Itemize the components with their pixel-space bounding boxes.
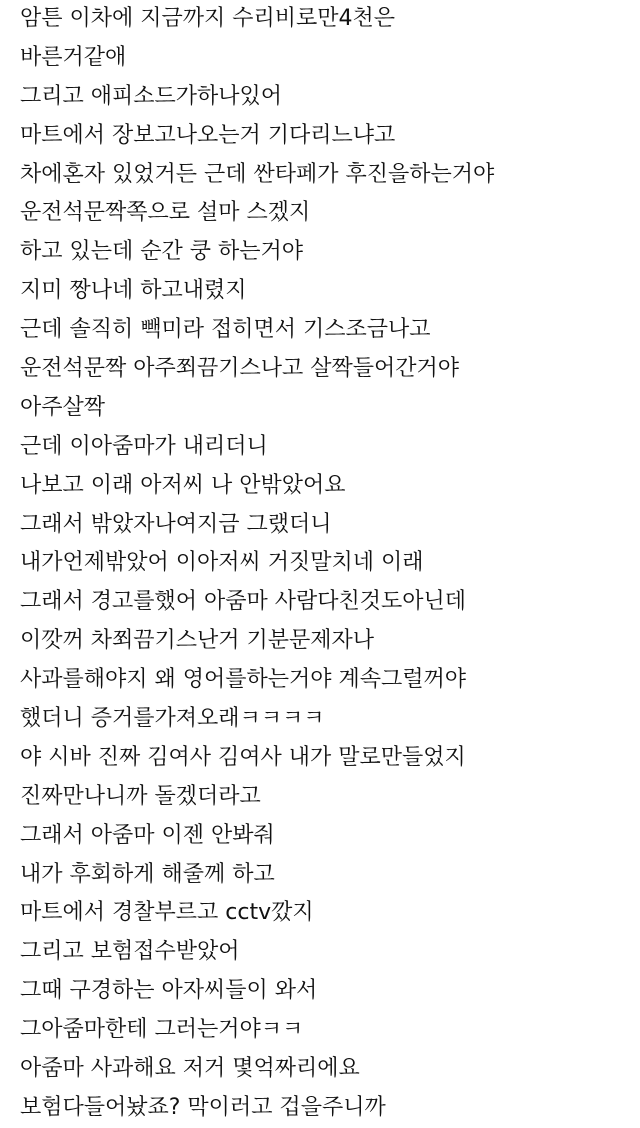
text-line: 그리고 보험접수받았어 xyxy=(20,939,240,965)
text-line: 그때 구경하는 아자씨들이 와서 xyxy=(20,978,318,1004)
text-line: 아주살짝 xyxy=(20,394,106,420)
text-line: 그래서 경고를했어 아줌마 사람다친것도아닌데 xyxy=(20,589,467,615)
text-line: 그래서 아줌마 이젠 안봐줘 xyxy=(20,822,275,848)
text-line: 내가언제밖았어 이아저씨 거짓말치네 이래 xyxy=(20,550,424,576)
text-line: 바른거같애 xyxy=(20,44,127,70)
text-line: 그아줌마한테 그러는거야ㅋㅋ xyxy=(20,1017,304,1043)
text-line: 야 시바 진짜 김여사 김여사 내가 말로만들었지 xyxy=(20,744,466,770)
text-line: 마트에서 경찰부르고 cctv깠지 xyxy=(20,900,314,926)
text-line: 근데 솔직히 빽미라 접히면서 기스조금나고 xyxy=(20,317,431,343)
text-line: 이깟꺼 차쬐끔기스난거 기분문제자나 xyxy=(20,628,375,654)
text-lines xyxy=(20,0,630,1128)
text-line: 했더니 증거를가져오래ㅋㅋㅋㅋ xyxy=(20,706,325,732)
text-line: 운전석문짝쪽으로 설마 스겠지 xyxy=(20,200,311,226)
text-line: 보험다들어놨죠? 막이러고 겁을주니까 xyxy=(20,1094,386,1120)
text-line: 하고 있는데 순간 쿵 하는거야 xyxy=(20,239,303,265)
text-line: 아줌마 사과해요 저거 몇억짜리에요 xyxy=(20,1056,360,1082)
text-line: 지미 짱나네 하고내렸지 xyxy=(20,278,247,304)
text-line: 나보고 이래 아저씨 나 안밖았어요 xyxy=(20,472,346,498)
text-line: 진짜만나니까 돌겠더라고 xyxy=(20,783,261,809)
text-line: 운전석문짝 아주쬐끔기스나고 살짝들어간거야 xyxy=(20,356,460,382)
text-line: 마트에서 장보고나오는거 기다리느냐고 xyxy=(20,122,396,148)
text-line: 사과를해야지 왜 영어를하는거야 계속그럴꺼야 xyxy=(20,667,467,693)
text-line: 내가 후회하게 해줄께 하고 xyxy=(20,861,275,887)
text-line: 암튼 이차에 지금까지 수리비로만4천은 xyxy=(20,6,396,31)
text-line: 차에혼자 있었거든 근데 싼타페가 후진을하는거야 xyxy=(20,161,495,187)
text-line: 그리고 애피소드가하나있어 xyxy=(20,83,283,109)
text-line: 그래서 밖았자나여지금 그랬더니 xyxy=(20,511,332,537)
text-line: 근데 이아줌마가 내리더니 xyxy=(20,433,268,459)
